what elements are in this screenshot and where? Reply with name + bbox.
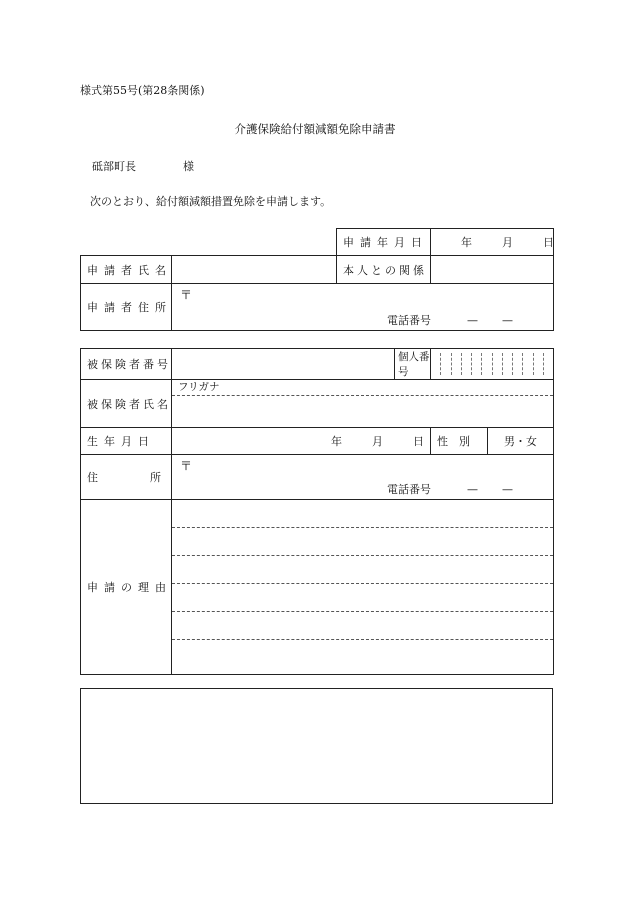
mynumber-field[interactable] <box>431 349 554 380</box>
applicant-address-field[interactable] <box>172 284 554 331</box>
furigana-label: フリガナ <box>172 380 553 396</box>
phone-label: 電話番号 <box>387 483 431 496</box>
insured-name-label: 被保険者氏名 <box>81 380 172 428</box>
insured-address-label <box>81 455 172 500</box>
postal-mark-icon: 〒 <box>180 459 193 473</box>
notes-field[interactable] <box>81 689 553 804</box>
addressee: 砥部町長 <box>92 160 136 173</box>
phone-label: 電話番号 <box>387 314 431 327</box>
sex-label: 性 別 <box>431 428 488 455</box>
insured-number-field[interactable] <box>172 349 395 380</box>
sex-field[interactable]: 男・女 <box>488 428 554 455</box>
applicant-name-label: 申請者氏名 <box>81 256 172 284</box>
applicant-phone <box>387 312 513 328</box>
insured-address-field[interactable] <box>172 455 554 500</box>
day-label: 日 <box>543 236 554 249</box>
relation-label: 本人との関係 <box>337 256 431 284</box>
applicant-address-label: 申請者住所 <box>81 284 172 331</box>
reason-label: 申請の理由 <box>81 500 172 675</box>
application-date-label: 申請年月日 <box>337 229 431 256</box>
lead-text: 次のとおり、給付額減額措置免除を申請します。 <box>90 195 332 208</box>
phone-sep: — <box>467 483 478 496</box>
applicant-name-field[interactable] <box>172 256 337 284</box>
year-label: 年 <box>331 435 342 448</box>
postal-mark-icon: 〒 <box>180 288 193 302</box>
birth-date-field[interactable] <box>172 428 431 455</box>
day-label: 日 <box>413 435 424 448</box>
address-char: 住 <box>87 471 98 484</box>
honorific: 様 <box>183 160 194 173</box>
address-char: 所 <box>150 471 161 484</box>
phone-sep: — <box>502 314 513 327</box>
form-number: 様式第55号(第28条関係) <box>80 84 205 97</box>
insured-table <box>80 348 554 675</box>
phone-sep: — <box>467 314 478 327</box>
notes-box <box>80 688 553 804</box>
phone-sep: — <box>502 483 513 496</box>
relation-field[interactable] <box>431 256 554 284</box>
applicant-table <box>80 228 554 331</box>
birth-date-label: 生年月日 <box>81 428 172 455</box>
insured-number-label: 被保険者番号 <box>81 349 172 380</box>
blank-cell <box>81 229 337 256</box>
application-date-field[interactable] <box>431 229 554 256</box>
reason-field[interactable] <box>172 500 554 675</box>
mynumber-label: 個人番号 <box>395 349 431 380</box>
insured-name-field[interactable] <box>172 380 554 428</box>
month-label: 月 <box>502 236 513 249</box>
insured-phone <box>387 481 513 497</box>
year-label: 年 <box>461 236 472 249</box>
month-label: 月 <box>372 435 383 448</box>
page-title: 介護保険給付額減額免除申請書 <box>234 122 396 136</box>
